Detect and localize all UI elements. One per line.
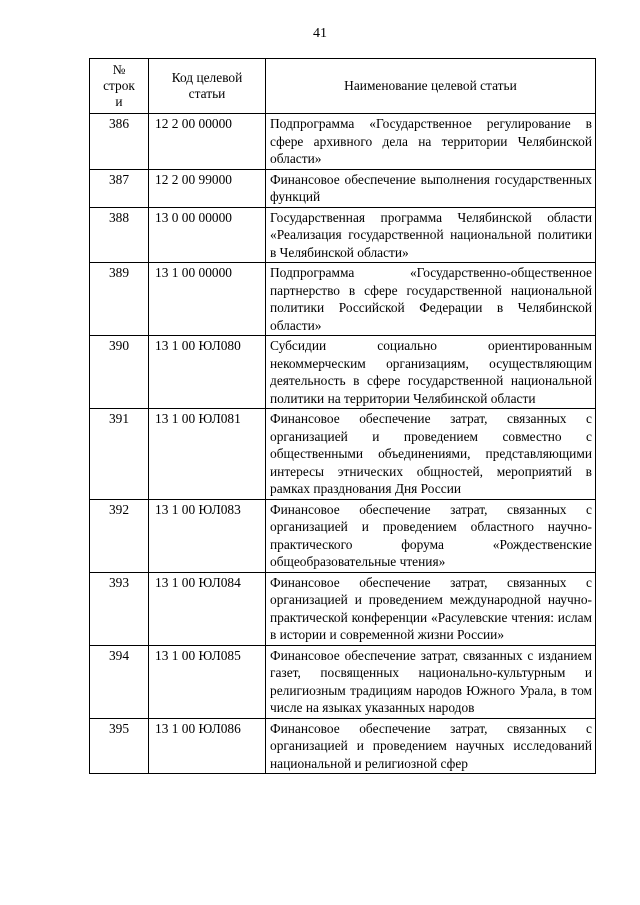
row-code: 13 1 00 00000 [149,263,266,336]
row-number: 388 [90,207,149,263]
row-name: Финансовое обеспечение затрат, связанных с организацией и проведением совместно с общественными объединениями, представляющими интересы этнических общностей, мероприятий в рамках празднования Дня России [266,409,596,500]
row-code: 12 2 00 99000 [149,169,266,207]
target-articles-table [89,58,596,774]
table-row [90,718,596,774]
row-code: 13 1 00 ЮЛ083 [149,499,266,572]
row-number: 392 [90,499,149,572]
row-name: Финансовое обеспечение затрат, связанных с изданием газет, посвященных национально-культурным и религиозным традициям народов Южного Урала, в том числе на языках указанных народов [266,645,596,718]
row-code: 13 1 00 ЮЛ080 [149,336,266,409]
row-name: Субсидии социально ориентированным некоммерческим организациям, осуществляющим деятельность в сфере государственной национальной политики на территории Челябинской области [266,336,596,409]
row-number: 390 [90,336,149,409]
header-code: Код целевой статьи [149,59,266,114]
table-row [90,336,596,409]
row-number: 394 [90,645,149,718]
table-row [90,114,596,170]
row-code: 13 1 00 ЮЛ081 [149,409,266,500]
row-code: 13 1 00 ЮЛ086 [149,718,266,774]
row-code: 13 1 00 ЮЛ085 [149,645,266,718]
row-number: 395 [90,718,149,774]
row-name: Подпрограмма «Государственное регулирование в сфере архивного дела на территории Челябинской области» [266,114,596,170]
row-number: 386 [90,114,149,170]
table-row [90,645,596,718]
row-name: Финансовое обеспечение затрат, связанных с организацией и проведением научных исследований национальной и религиозной сфер [266,718,596,774]
row-number: 391 [90,409,149,500]
page-number: 41 [313,26,327,41]
table-row [90,207,596,263]
table-row [90,409,596,500]
row-number: 387 [90,169,149,207]
row-code: 12 2 00 00000 [149,114,266,170]
row-code: 13 1 00 ЮЛ084 [149,572,266,645]
row-number: 393 [90,572,149,645]
row-name: Финансовое обеспечение затрат, связанных с организацией и проведением международной научно-практической конференции «Расулевские чтения: ислам в истории и современной жизни России» [266,572,596,645]
row-code: 13 0 00 00000 [149,207,266,263]
table-row [90,499,596,572]
table-header-row [90,59,596,114]
row-name: Подпрограмма «Государственно-общественное партнерство в сфере государственной национальной политики Российской Федерации в Челябинской области» [266,263,596,336]
row-name: Государственная программа Челябинской области «Реализация государственной национальной политики в Челябинской области» [266,207,596,263]
table-row [90,169,596,207]
table-row [90,572,596,645]
row-name: Финансовое обеспечение затрат, связанных с организацией и проведением областного научно-практического форума «Рождественские общеобразовательные чтения» [266,499,596,572]
row-name: Финансовое обеспечение выполнения государственных функций [266,169,596,207]
table-row [90,263,596,336]
header-row-number: № строк и [90,59,149,114]
header-name: Наименование целевой статьи [266,59,596,114]
row-number: 389 [90,263,149,336]
